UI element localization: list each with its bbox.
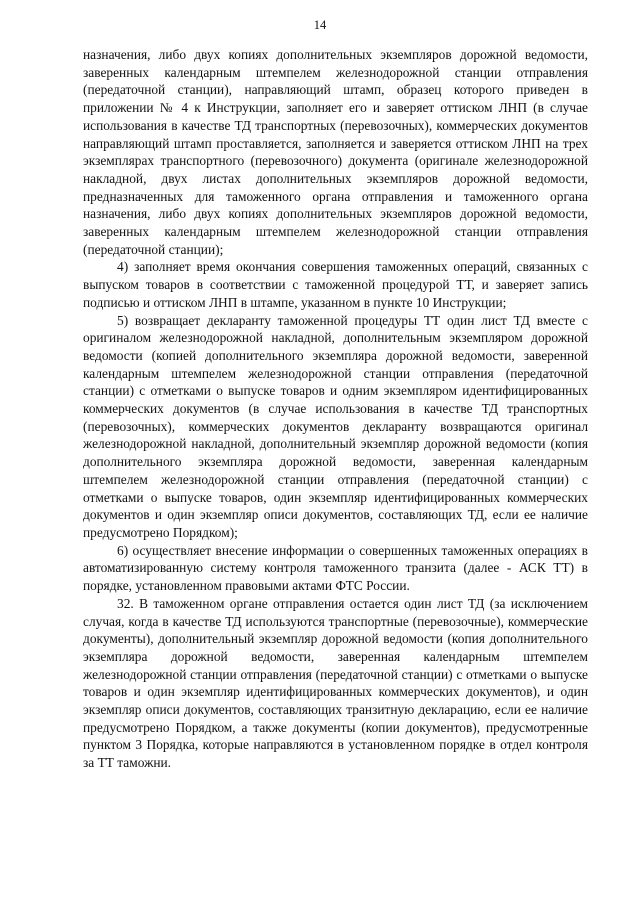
paragraph-item-6: 6) осуществляет внесение информации о совершенных таможенных операциях в автоматизированную систему контроля таможенного транзита (далее - АСК ТТ) в порядке, установленном правовыми актами ФТС России. xyxy=(83,542,588,594)
page-number: 14 xyxy=(313,18,327,32)
paragraph-item-4: 4) заполняет время окончания совершения таможенных операций, связанных с выпуском товаров в соответствии с таможенной процедурой ТТ, и заверяет запись подписью и оттиском ЛНП в штампе, указанном в пункте 10 Инструкции; xyxy=(83,259,588,310)
paragraph-item-5: 5) возвращает декларанту таможенной процедуры ТТ один лист ТД вместе с оригиналом железнодорожной накладной, дополнительным экземпляром дорожной ведомости (копией дополнительного экземпляра дорожной ведомости, заверенной календарным штемпелем железнодорожной станции отправления (передаточной станции) с отметками о выпуске товаров и одним экземпляром идентифицированных коммерческих документов (в случае использования в качестве ТД транспортных (перевозочных), коммерческих документов декларанту возвращаются оригинал железнодорожной накладной, дополнительный экземпляр дорожной ведомости (копия дополнительного экземпляра дорожной ведомости, заверенная календарным штемпелем железнодорожной станции отправления (передаточной станции) с отметками о выпуске товаров, один экземпляр идентифицированных коммерческих документов и один экземпляр описи документов, составляющих ТД, если ее наличие предусмотрено Порядком); xyxy=(83,312,588,540)
paragraph-clause-32: 32. В таможенном органе отправления остается один лист ТД (за исключением случая, когда в качестве ТД используются транспортные (перевозочные), коммерческие документы), дополнительный экземпляр дорожной ведомости (копия дополнительного экземпляра дорожной ведомости, заверенная календарным штемпелем железнодорожной станции отправления (передаточной станции) с отметками о выпуске товаров и один экземпляр идентифицированных коммерческих документов), и один экземпляр описи документов, составляющих транзитную декларацию, если ее наличие предусмотрено Порядком, а также документы (копии документов), предусмотренные пунктом 3 Порядка, которые направляются в установленном порядке в отдел контроля за ТТ таможни. xyxy=(83,595,588,771)
document-body xyxy=(83,46,588,772)
paragraph-continuation: назначения, либо двух копиях дополнительных экземпляров дорожной ведомости, заверенных календарным штемпелем железнодорожной станции отправления (передаточной станции), направляющий штамп, образец которого приведен в приложении № 4 к Инструкции, заполняет его и заверяет оттиском ЛНП (в случае использования в качестве ТД транспортных (перевозочных), коммерческих документов направляющий штамп проставляется, заполняется и заверяется оттиском ЛНП на трех экземплярах транспортного (перевозочного) документа (оригинале железнодорожной накладной, двух листах дополнительных экземпляров дорожной ведомости, предназначенных для таможенного органа отправления и таможенного органа назначения, либо двух копиях дополнительных экземпляров дорожной ведомости, заверенных календарным штемпелем железнодорожной станции отправления (передаточной станции); xyxy=(83,47,588,257)
